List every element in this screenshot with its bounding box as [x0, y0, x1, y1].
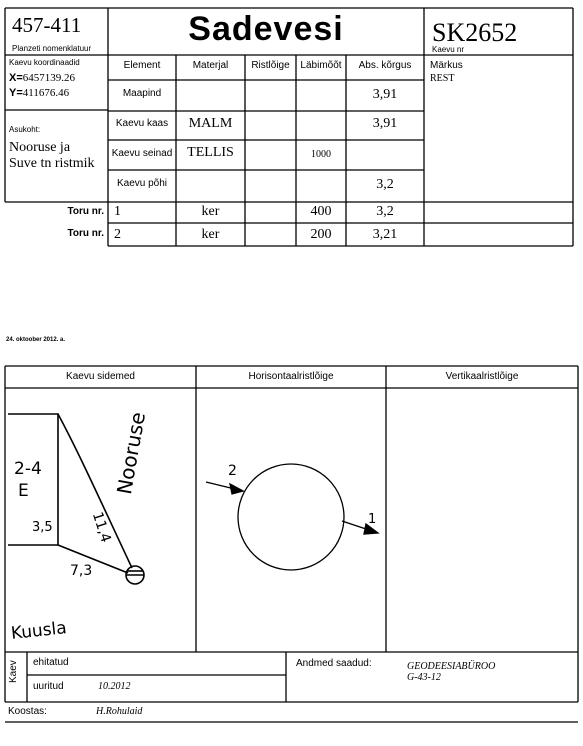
data-source-value: GEODEESIABÜROO [407, 661, 496, 672]
date-line: 24. oktoober 2012. a. [6, 337, 66, 343]
header-element: Element [123, 60, 161, 71]
sketch-building-letter: E [18, 481, 29, 501]
header-material: Materjal [192, 60, 229, 71]
data-source-label: Andmed saadud: [296, 658, 372, 669]
pipe-label-2: 2 [228, 463, 237, 479]
panel-title-connections: Kaevu sidemed [66, 371, 135, 382]
well-section-circle [238, 464, 344, 570]
pipe-height: 3,2 [376, 204, 394, 219]
address-label: Asukoht: [9, 125, 41, 134]
sketch-distance-35: 3,5 [32, 520, 53, 535]
pipe-material: ker [201, 227, 220, 242]
compiled-value: H.Rohulaid [96, 706, 143, 717]
surveyed-value: 10.2012 [98, 681, 131, 692]
well-id-label: Kaevu nr [432, 45, 465, 54]
row-material: TELLIS [187, 145, 234, 160]
nomenclature-label: Planzeti nomenklatuur [12, 44, 92, 53]
surveyed-label: uuritud [33, 681, 64, 692]
sketch-distance-114: 11,4 [88, 510, 114, 545]
data-source-code: G-43-12 [407, 672, 441, 683]
coords-label: Kaevu koordinaadid [9, 58, 80, 67]
row-material: MALM [188, 116, 233, 131]
row-height: 3,91 [372, 87, 398, 102]
row-element: Kaevu kaas [115, 118, 169, 129]
panel-title-horizontal: Horisontaalristlõige [248, 371, 334, 382]
pipe-label: Toru nr. [67, 206, 104, 217]
header-diameter: Läbimõõt [300, 60, 342, 71]
nomenclature-value: 457-411 [12, 13, 82, 37]
sketch-street-nooruse: Nooruse [112, 410, 151, 497]
coord-x: X=6457139.26 [9, 72, 76, 84]
panel-title-vertical: Vertikaalristlõige [445, 371, 519, 382]
pipe-no: 2 [114, 227, 121, 242]
header-remark: Märkus [430, 60, 463, 71]
sketch-building-number: 2-4 [14, 459, 42, 479]
row-element: Kaevu seinad [111, 148, 173, 159]
compiled-label: Koostas: [8, 706, 47, 717]
pipe-label-1: 1 [368, 512, 377, 527]
horizontal-section [206, 464, 378, 570]
coord-y: Y=411676.46 [9, 87, 70, 99]
row-height: 3,91 [372, 116, 398, 131]
pipe-material: ker [201, 204, 220, 219]
pipe-no: 1 [114, 204, 121, 219]
address-value: Nooruse ja Suve tn ristmik [9, 140, 95, 171]
remark-value: REST [430, 73, 455, 84]
row-diameter: 1000 [311, 149, 331, 160]
row-element: Kaevu põhi [116, 178, 168, 189]
header-cross-section: Ristlõige [251, 60, 290, 71]
pipe-diameter: 200 [310, 227, 332, 242]
header-abs-height: Abs. kõrgus [358, 60, 412, 71]
sketch-street-kuuse: Kuusla [10, 618, 68, 644]
pipe-height: 3,21 [372, 227, 398, 242]
pipe-diameter: 400 [310, 204, 332, 219]
sketch-distance-73: 7,3 [70, 563, 93, 579]
page-title: Sadevesi [188, 10, 344, 48]
pipe-label: Toru nr. [67, 228, 104, 239]
row-height: 3,2 [376, 177, 394, 192]
built-label: ehitatud [33, 657, 69, 668]
row-element: Maapind [122, 88, 162, 99]
footer-side-label: Kaev [8, 660, 19, 683]
well-id: SK2652 [432, 18, 518, 47]
